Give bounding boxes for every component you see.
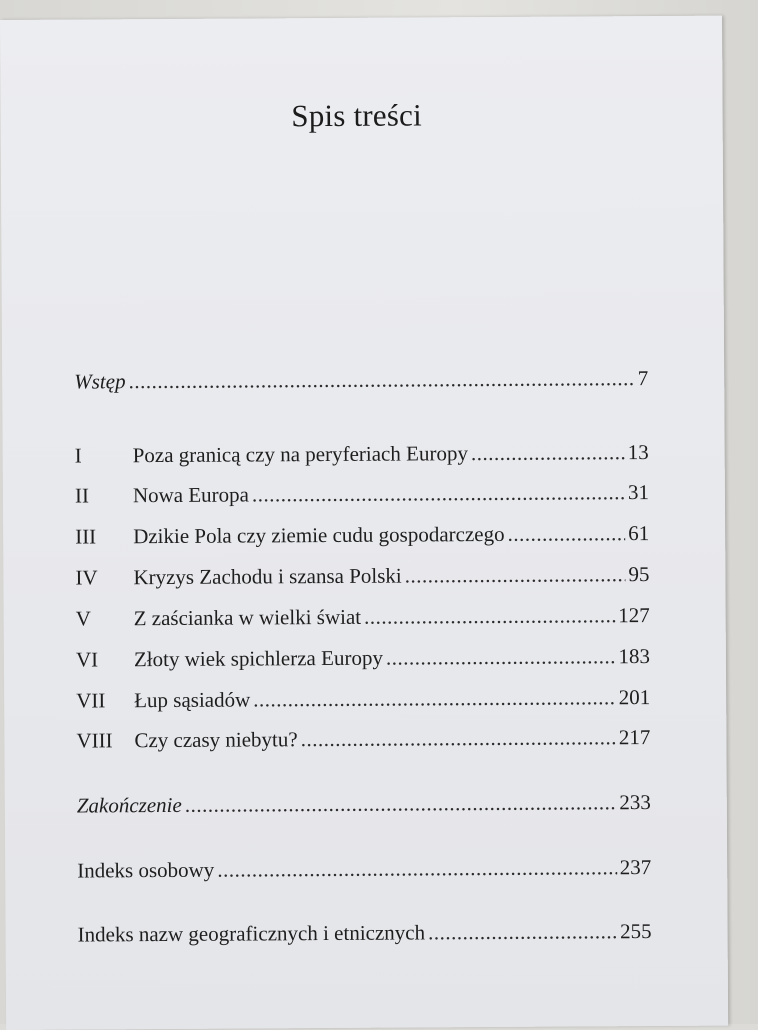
toc-chapter-number: III (75, 524, 97, 549)
toc-entry-label: Łup sąsiadów (134, 687, 251, 713)
toc-entry-label: Poza granicą czy na peryferiach Europy (132, 441, 468, 468)
toc-entry-chapter-7 (76, 685, 650, 719)
toc-entry-label: Czy czasy niebytu? (134, 727, 298, 753)
toc-entry-page: 127 (618, 603, 650, 628)
toc-entry-indeks-osobowy (77, 855, 651, 889)
toc-leader-dots (386, 644, 616, 670)
toc-entry-chapter-6 (76, 644, 650, 678)
toc-entry-page: 255 (620, 919, 652, 944)
toc-entry-label: Z zaścianka w wielki świat (133, 604, 362, 631)
page-title: Spis treści (291, 97, 422, 134)
toc-entry-zakonczenie (77, 790, 651, 824)
toc-leader-dots (217, 855, 617, 882)
toc-chapter-number: I (74, 443, 82, 468)
toc-entry-wstep (74, 366, 648, 400)
toc-entry-page: 95 (628, 562, 650, 587)
toc-entry-label: Zakończenie (76, 792, 182, 818)
toc-chapter-number: V (75, 606, 91, 631)
toc-entry-chapter-4 (75, 562, 649, 596)
toc-chapter-number: II (74, 483, 89, 508)
toc-entry-page: 237 (619, 855, 652, 880)
toc-entry-indeks-geograficzny (78, 919, 652, 953)
toc-entry-label: Złoty wiek spichlerza Europy (133, 645, 383, 672)
toc-entry-chapter-3 (75, 521, 649, 555)
toc-leader-dots (128, 366, 634, 394)
toc-leader-dots (252, 480, 625, 507)
toc-entry-page: 13 (627, 440, 649, 465)
toc-entry-label: Dzikie Pola czy ziemie cudu gospodarczego (133, 521, 505, 549)
toc-entry-label: Kryzys Zachodu i szansa Polski (133, 563, 402, 590)
toc-chapter-number: VII (76, 688, 106, 713)
toc-entry-page: 201 (618, 685, 651, 710)
toc-entry-label: Indeks nazw geograficznych i etnicznych (77, 920, 426, 947)
toc-leader-dots (185, 790, 617, 818)
toc-entry-chapter-2 (75, 480, 649, 514)
toc-entry-page: 233 (619, 790, 651, 815)
toc-leader-dots (508, 521, 626, 547)
toc-chapter-number: VIII (76, 728, 113, 753)
toc-entry-label: Wstęp (74, 369, 126, 394)
toc-entry-label: Nowa Europa (132, 482, 250, 508)
toc-chapter-number: VI (75, 647, 99, 672)
toc-leader-dots (471, 440, 625, 466)
toc-entry-page: 217 (618, 725, 651, 750)
toc-entry-page: 7 (637, 366, 649, 391)
toc-entry-chapter-8 (76, 725, 650, 759)
toc-chapter-number: IV (75, 565, 98, 590)
toc-leader-dots (301, 725, 616, 752)
toc-entry-page: 61 (628, 521, 650, 546)
toc-leader-dots (405, 562, 626, 588)
toc-leader-dots (428, 919, 617, 945)
toc-leader-dots (364, 603, 615, 630)
toc-entry-page: 31 (627, 480, 649, 505)
toc-entry-chapter-1 (75, 440, 649, 474)
table-of-contents (74, 346, 652, 947)
toc-entry-label: Indeks osobowy (77, 857, 215, 883)
toc-leader-dots (253, 685, 616, 712)
toc-entry-chapter-5 (76, 603, 650, 637)
book-page (0, 16, 728, 1030)
toc-entry-page: 183 (618, 644, 650, 669)
